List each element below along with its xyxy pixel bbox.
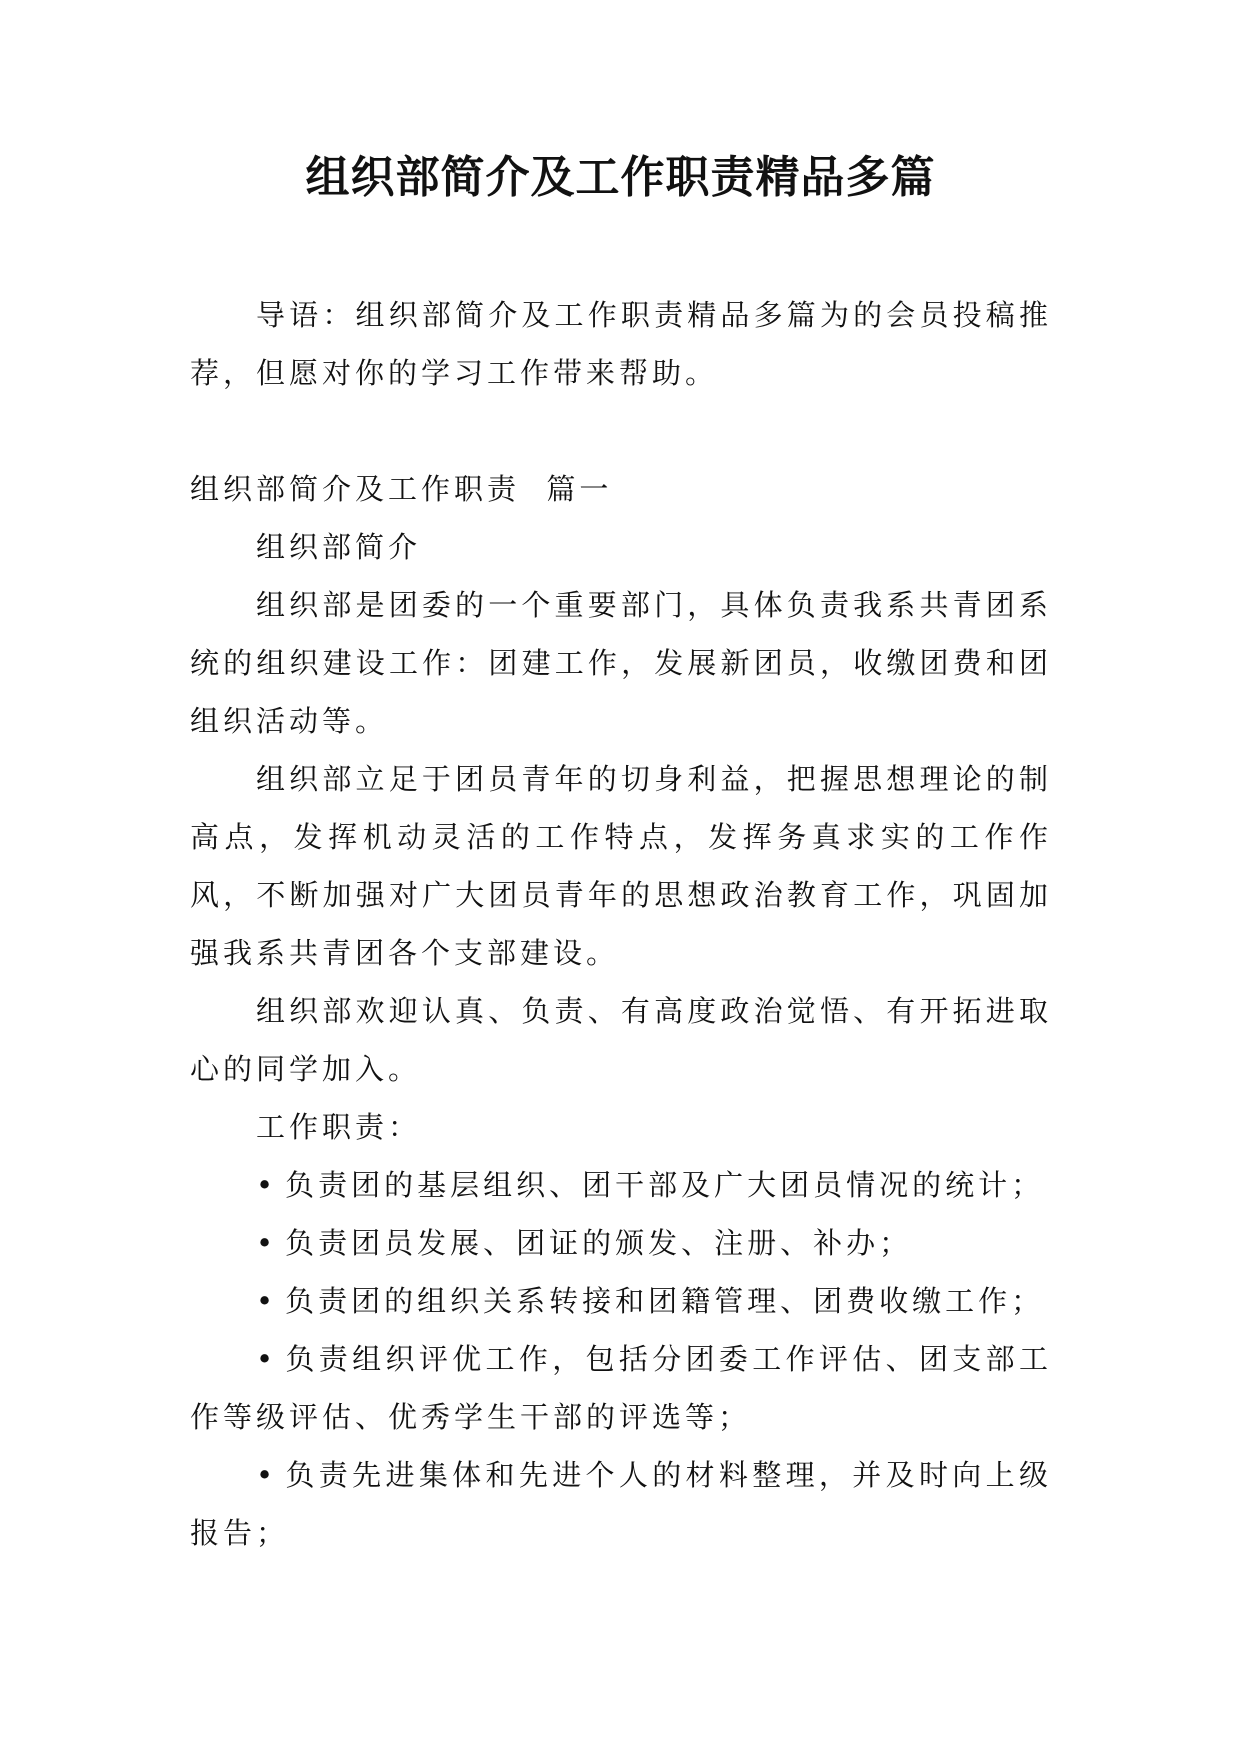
- paragraph-1: 组织部是团委的一个重要部门，具体负责我系共青团系统的组织建设工作：团建工作，发展新团员，收缴团费和团组织活动等。: [190, 588, 1052, 738]
- duty-item: [190, 1214, 1052, 1272]
- duty-item: [190, 1330, 1052, 1446]
- duties-label: 工作职责：: [256, 1110, 422, 1144]
- bullet-icon: •: [256, 1458, 274, 1492]
- intro-paragraph: 导语：组织部简介及工作职责精品多篇为的会员投稿推荐，但愿对你的学习工作带来帮助。: [190, 298, 1052, 390]
- section-heading: 组织部简介及工作职责 篇一: [190, 472, 613, 506]
- bullet-icon: •: [256, 1342, 274, 1376]
- duty-item: [190, 1446, 1052, 1562]
- duty-text: 负责先进集体和先进个人的材料整理，并及时向上级报告；: [190, 1458, 1052, 1550]
- subheading: 组织部简介: [256, 530, 422, 564]
- paragraph-2: 组织部立足于团员青年的切身利益，把握思想理论的制高点，发挥机动灵活的工作特点，发挥务真求实的工作作风，不断加强对广大团员青年的思想政治教育工作，巩固加强我系共青团各个支部建设。: [190, 762, 1052, 970]
- duty-text: 负责组织评优工作，包括分团委工作评估、团支部工作等级评估、优秀学生干部的评选等；: [190, 1342, 1052, 1434]
- paragraph-3: 组织部欢迎认真、负责、有高度政治觉悟、有开拓进取心的同学加入。: [190, 994, 1052, 1086]
- duty-text: 负责团的基层组织、团干部及广大团员情况的统计；: [285, 1168, 1045, 1202]
- bullet-icon: •: [256, 1284, 274, 1318]
- document-title: 组织部简介及工作职责精品多篇: [305, 152, 936, 203]
- bullet-icon: •: [256, 1226, 274, 1260]
- duty-text: 负责团员发展、团证的颁发、注册、补办；: [285, 1226, 913, 1260]
- duty-text: 负责团的组织关系转接和团籍管理、团费收缴工作；: [285, 1284, 1045, 1318]
- bullet-icon: •: [256, 1168, 274, 1202]
- duty-item: [190, 1272, 1052, 1330]
- duty-item: [190, 1156, 1052, 1214]
